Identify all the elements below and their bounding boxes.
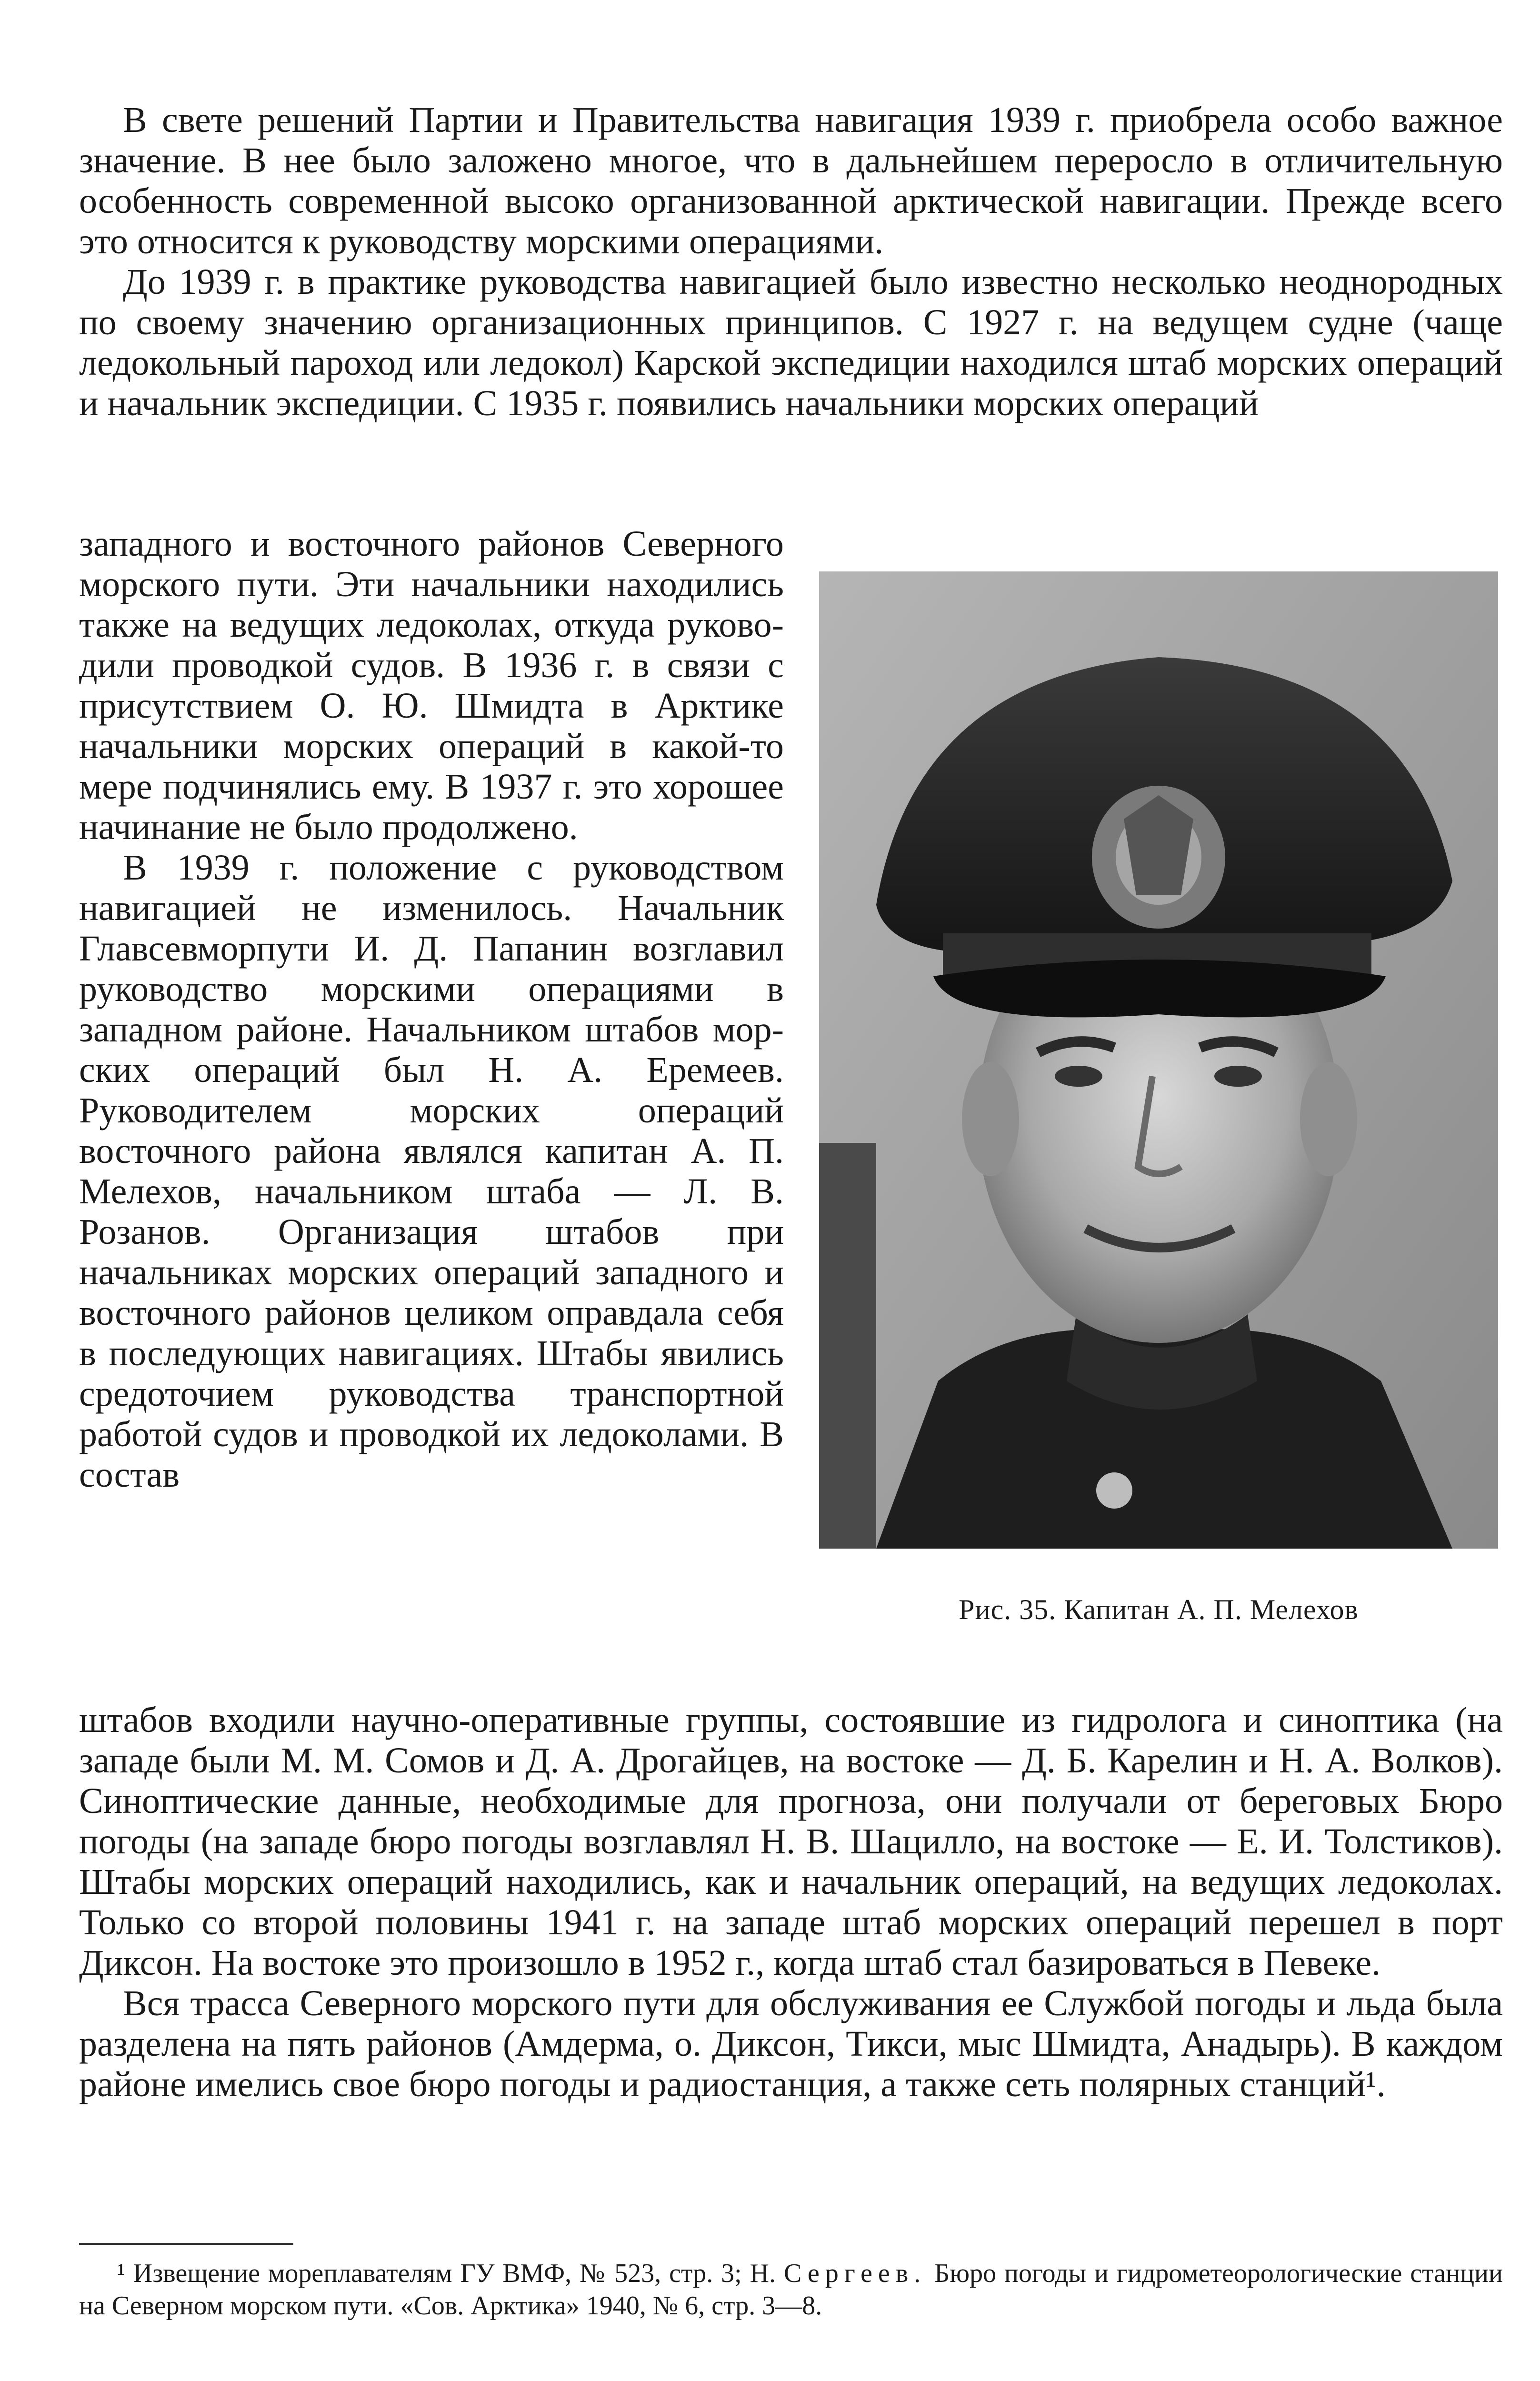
- wrapped-text-block: [79, 524, 784, 1495]
- paragraph-2: До 1939 г. в практике руководства навигацией было известно несколько неоднородных по своему значению организационных принципов. С 1927 г. на ведущем судне (чаще ледокольный пароход или ледокол) Карской экспедиции находился штаб морских операций и начальник экспедиции. С 1935 г. появились начальники морских операций: [79, 262, 1503, 423]
- top-text-block: [79, 100, 1503, 424]
- footnote: [79, 2257, 1503, 2322]
- paragraph-2-continued: западного и восточного районов Северного морского пути. Эти начальники находились также на ведущих ледоколах, откуда руководили проводкой судов. В 1936 г. в связи с присутствием О. Ю. Шмидта в Арктике начальники морских операций в какой-то мере подчинялись ему. В 1937 г. это хорошее начинание не было продолжено.: [79, 524, 784, 847]
- footnote-text-before: Извещение мореплавателям ГУ ВМФ, № 523, стр. 3; Н.: [125, 2259, 784, 2288]
- portrait-image: [819, 571, 1498, 1549]
- paragraph-3: В 1939 г. положение с руководством навигацией не изменилось. Начальник Главсевморпути И. Д. Папанин возглавил руководство морскими операциями в западном районе. Начальником штабов морских операций был Н. А. Еремеев. Руководителем морских операций восточного района являлся капитан А. П. Мелехов, начальником штаба — Л. В. Розанов. Организация штабов при начальниках морских операций западного и восточного районов целиком оправдала себя в последующих навигациях. Штабы явились средоточием руководства транспортной работой судов и проводкой их ледоколами. В состав: [79, 848, 784, 1495]
- figure-caption: Рис. 35. Капитан А. П. Мелехов: [959, 1594, 1359, 1625]
- footnote-separator: [79, 2243, 293, 2245]
- footnote-text-after: Бюро погоды и гидрометеорологические станции на Северном морском пути. «Сов. Арктика» 1940, № 6, стр. 3—8.: [79, 2259, 1503, 2321]
- bottom-text-block: [79, 1700, 1503, 2105]
- footnote-marker: ¹: [117, 2259, 125, 2288]
- paragraph-4: Вся трасса Северного морского пути для обслуживания ее Службой погоды и льда была разделена на пять районов (Амдерма, о. Диксон, Тикси, мыс Шмидта, Анадырь). В каждом районе имелись свое бюро погоды и радиостанция, а также сеть полярных станций¹.: [79, 1983, 1503, 2104]
- footnote-author: Сергеев.: [783, 2259, 927, 2288]
- paragraph-1: В свете решений Партии и Правительства навигация 1939 г. приобрела особо важное значение. В нее было заложено многое, что в дальнейшем переросло в отличительную особенность современной высоко организованной арктической навигации. Прежде всего это относится к руководству морскими операциями.: [79, 100, 1503, 261]
- captain-portrait-photo: [819, 571, 1498, 1549]
- paragraph-3-continued: штабов входили научно-оперативные группы, состоявшие из гидролога и синоптика (на западе были М. М. Сомов и Д. А. Дрогайцев, на востоке — Д. Б. Карелин и Н. А. Волков). Синоптические данные, необходимые для прогноза, они получали от береговых Бюро погоды (на западе бюро погоды возглавлял Н. В. Шацилло, на востоке — Е. И. Толстиков). Штабы морских операций находились, как и начальник операций, на ведущих ледоколах. Только со второй половины 1941 г. на западе штаб морских операций перешел в порт Диксон. На востоке это произошло в 1952 г., когда штаб стал базироваться в Певеке.: [79, 1700, 1503, 1983]
